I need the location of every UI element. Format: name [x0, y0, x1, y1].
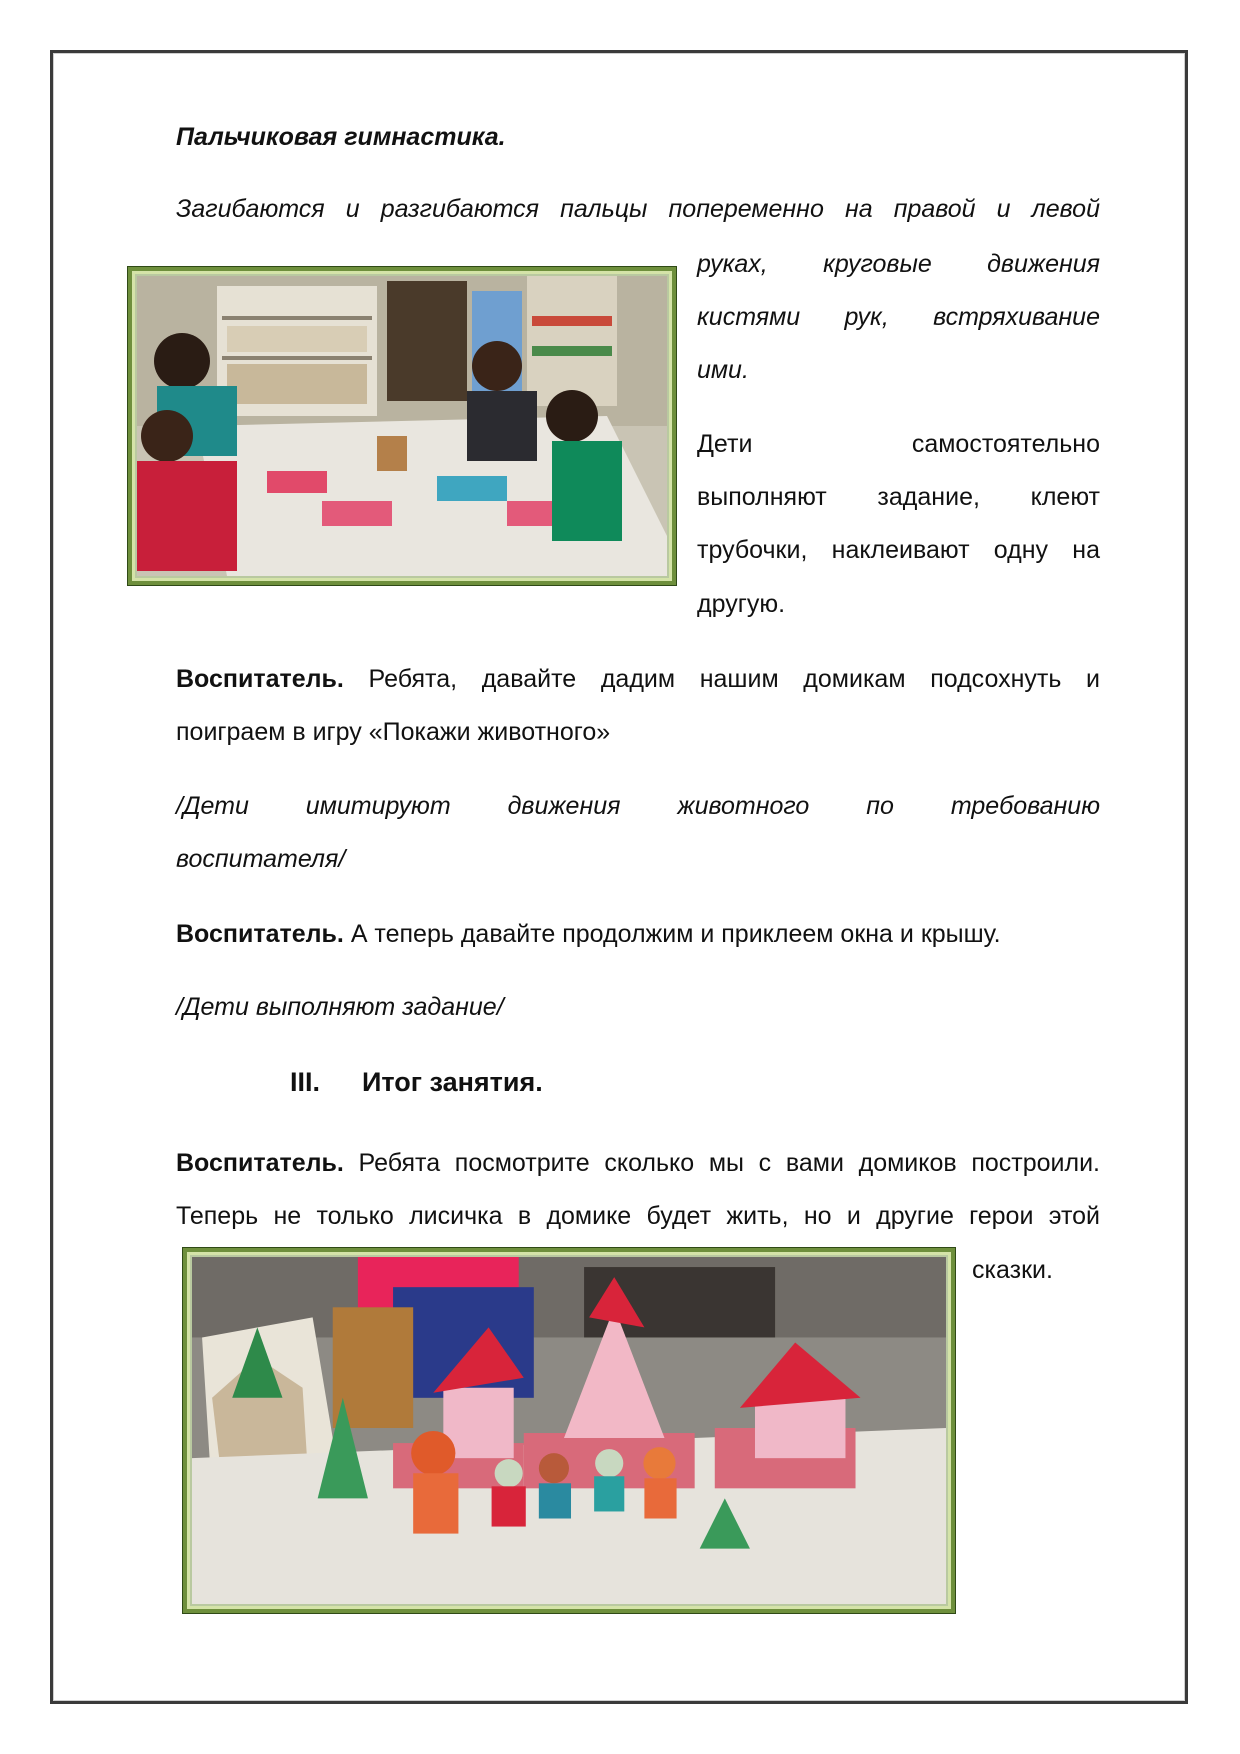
teacher-label: Воспитатель.: [176, 920, 344, 948]
finger-text-line3: кистями рук, встряхивание: [697, 303, 1100, 331]
heading-title: Итог занятия.: [362, 1067, 543, 1097]
children-line3: трубочки, наклеивают одну на: [697, 536, 1100, 564]
summary-line2: Теперь не только лисичка в домике будет жить, но и другие герои этой: [176, 1202, 1100, 1230]
teacher1-line2: поиграем в игру «Покажи животного»: [176, 718, 611, 746]
teacher-label: Воспитатель.: [176, 1149, 344, 1177]
finger-gymnastics-title: Пальчиковая гимнастика.: [176, 123, 506, 151]
teacher-label: Воспитатель.: [176, 665, 344, 693]
houses-photo: [183, 1248, 955, 1613]
children-line1: Дети самостоятельно: [697, 430, 1100, 458]
stage2-line: /Дети выполняют задание/: [176, 993, 504, 1021]
teacher-paragraph-1: [176, 662, 1100, 696]
teacher-paragraph-2: [176, 917, 1001, 951]
teacher2-text: А теперь давайте продолжим и приклеем окна и крышу.: [350, 920, 1001, 948]
classroom-photo: [128, 267, 676, 585]
children-line2: выполняют задание, клеют: [697, 483, 1100, 511]
stage1-line1: /Дети имитируют движения животного по требованию: [176, 792, 1100, 820]
classroom-photo-image: [137, 276, 667, 576]
summary-line3: сказки.: [972, 1256, 1053, 1284]
finger-text-line2: руках, круговые движения: [697, 250, 1100, 278]
stage1-line2: воспитателя/: [176, 845, 346, 873]
children-line4: другую.: [697, 590, 786, 618]
finger-text-line4: ими.: [697, 356, 749, 384]
houses-photo-image: [192, 1257, 946, 1604]
teacher1-line1: Ребята, давайте дадим нашим домикам подсохнуть и: [368, 665, 1100, 693]
heading-number: III.: [290, 1067, 321, 1097]
summary-line1: Ребята посмотрите сколько мы с вами домиков построили.: [358, 1149, 1100, 1177]
summary-line1-wrap: [176, 1146, 1100, 1180]
finger-text-line1: Загибаются и разгибаются пальцы попеременно на правой и левой: [176, 195, 1100, 223]
